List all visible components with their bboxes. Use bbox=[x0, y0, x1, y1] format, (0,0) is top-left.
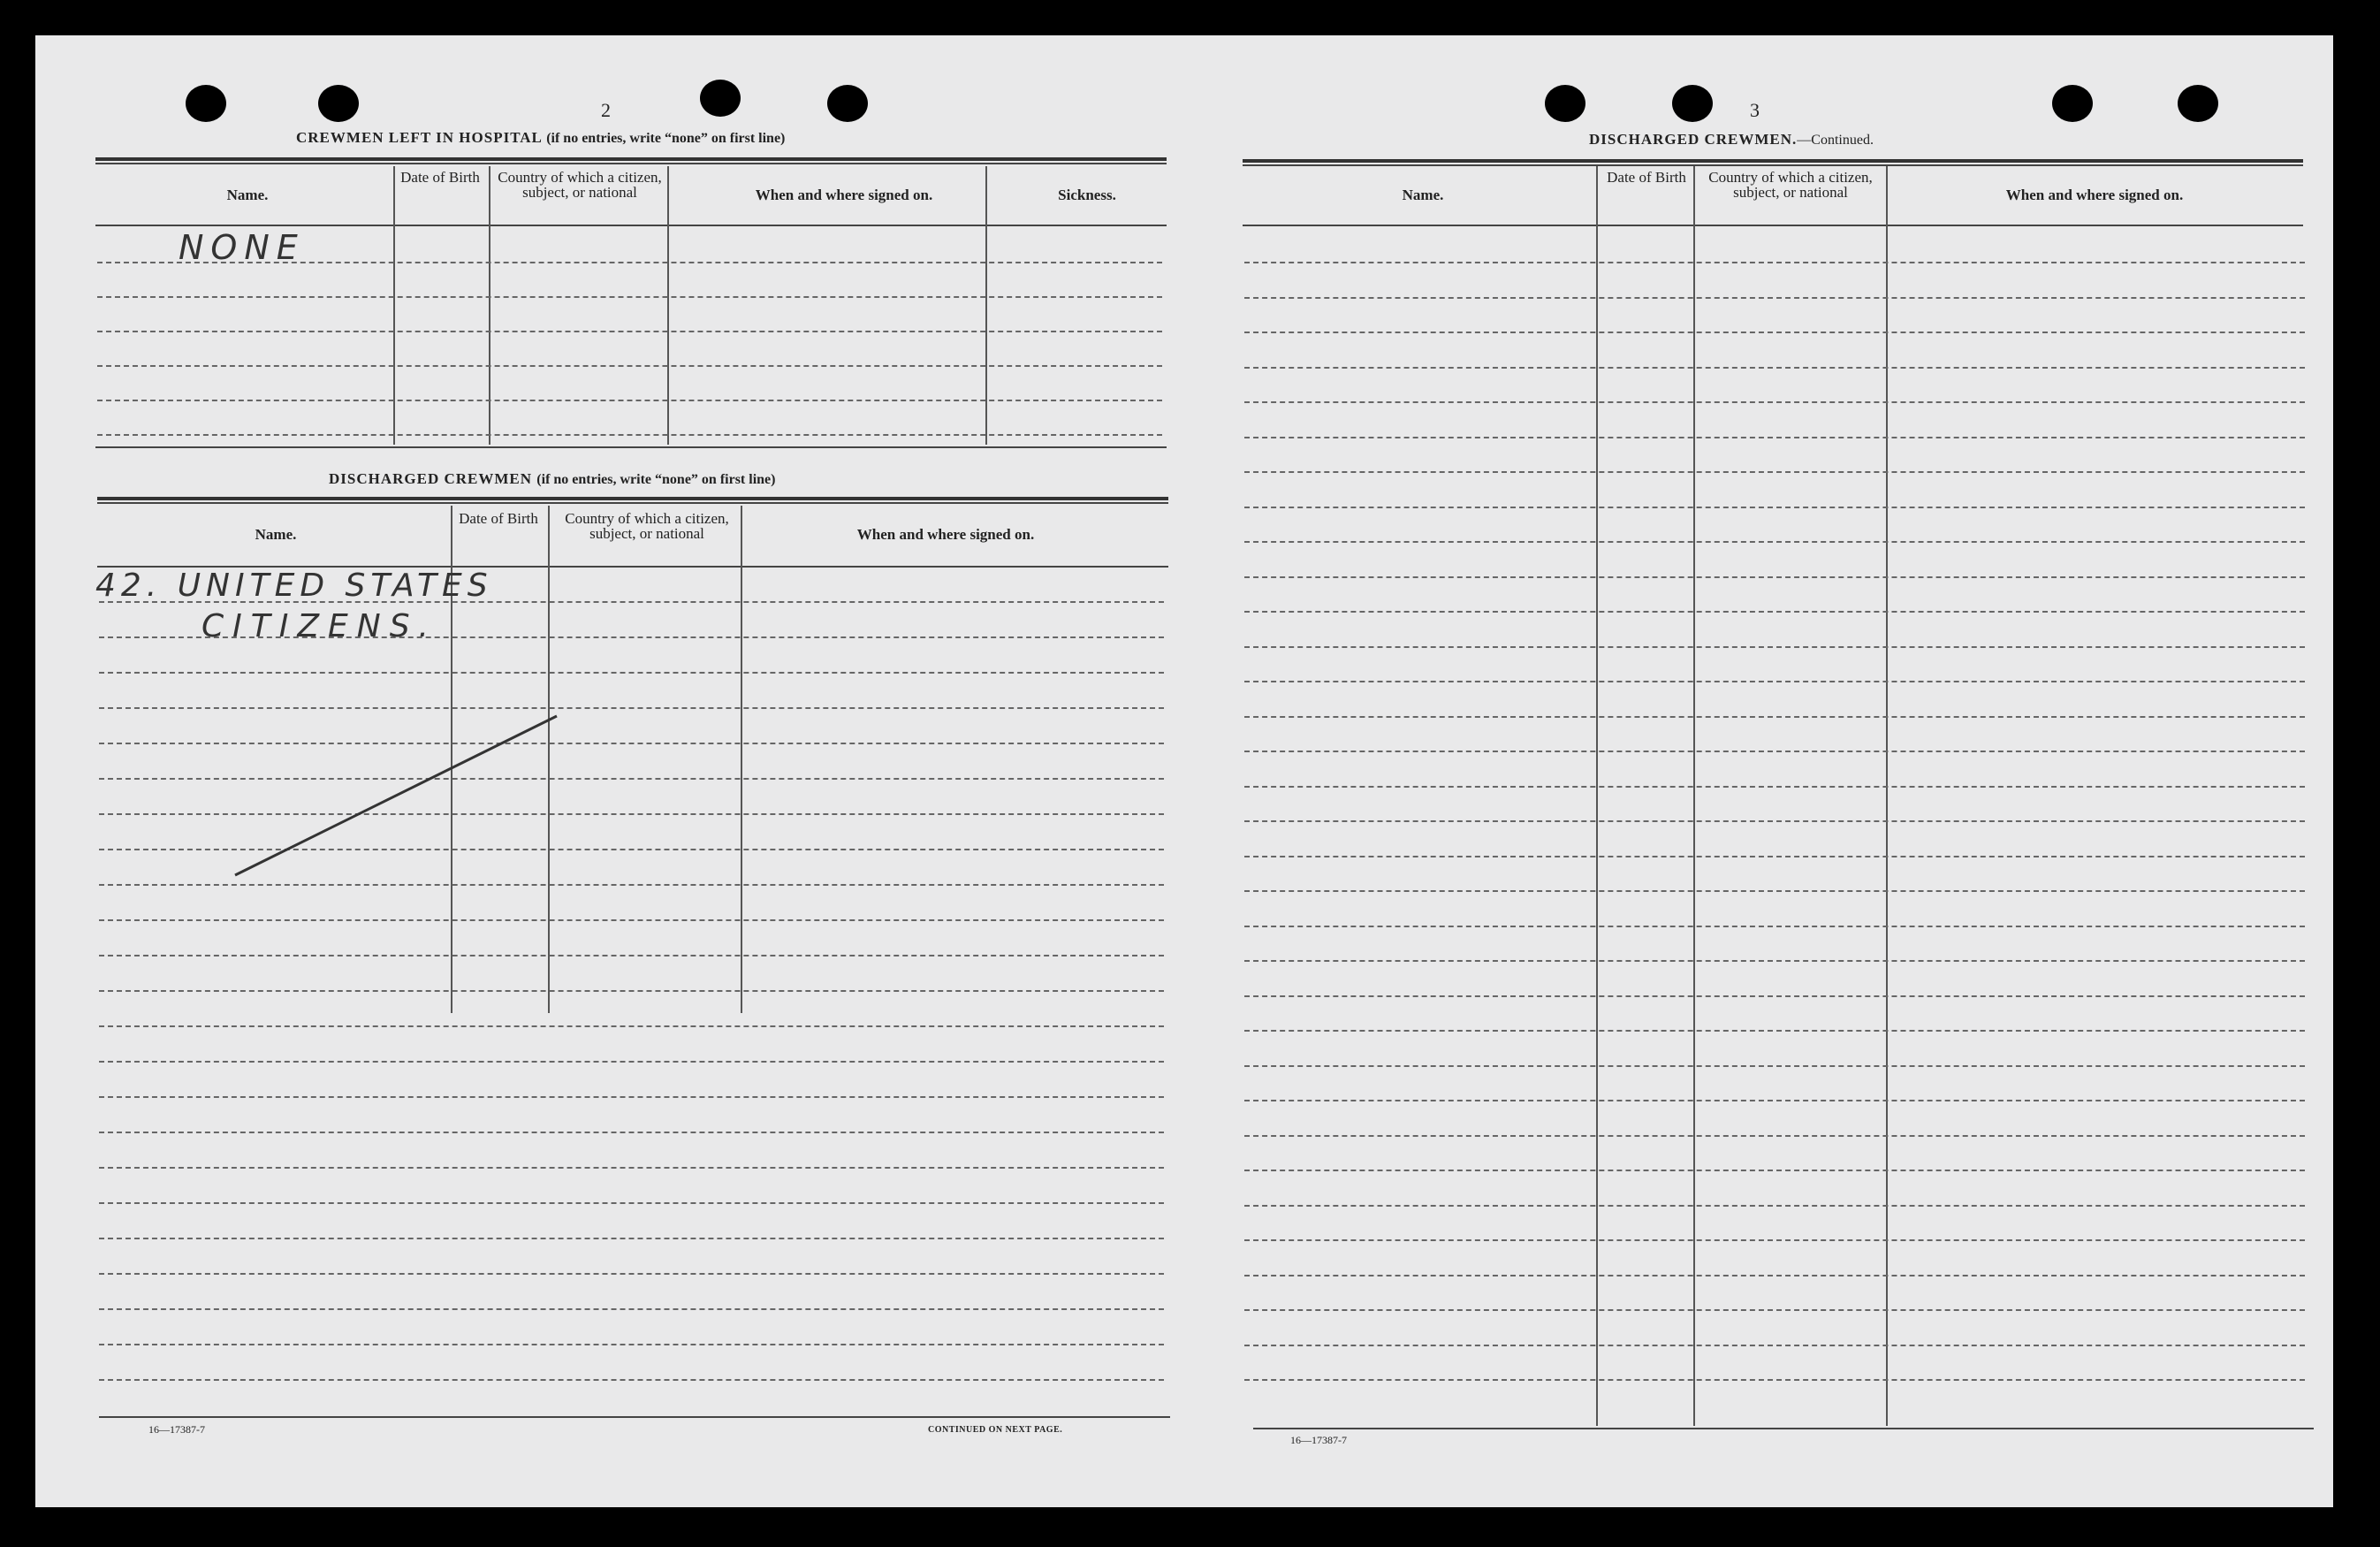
discharged-col-country: Country of which a citizen, subject, or national bbox=[565, 510, 729, 542]
ruled-row-line bbox=[1244, 297, 2305, 299]
right-bottom-rule bbox=[1253, 1428, 2314, 1429]
right-col-dob: Date of Birth bbox=[1607, 169, 1686, 186]
right-title-suffix: —Continued. bbox=[1797, 133, 1874, 148]
ruled-row-line bbox=[1244, 820, 2305, 822]
ruled-row-line bbox=[1244, 611, 2305, 613]
ruled-row-line bbox=[1244, 681, 2305, 682]
hospital-col-sickness: Sickness. bbox=[1058, 187, 1116, 203]
ruled-row-line bbox=[1244, 716, 2305, 718]
ruled-row-line bbox=[1244, 262, 2305, 263]
hospital-col-country: Country of which a citizen, subject, or national bbox=[498, 169, 662, 201]
ruled-row-line bbox=[1244, 1030, 2305, 1032]
ruled-row-line bbox=[1244, 576, 2305, 578]
hospital-title-text: CREWMEN LEFT IN HOSPITAL bbox=[296, 129, 542, 146]
discharged-instruction: (if no entries, write “none” on first line) bbox=[536, 472, 776, 487]
document-paper bbox=[35, 35, 2333, 1507]
ruled-row-line bbox=[1244, 1135, 2305, 1137]
ruled-row-line bbox=[1244, 1345, 2305, 1346]
continued-note: CONTINUED ON NEXT PAGE. bbox=[928, 1425, 1063, 1435]
hospital-col-dob: Date of Birth bbox=[400, 169, 480, 186]
ruled-row-line bbox=[1244, 926, 2305, 927]
right-top-rule-2 bbox=[1243, 164, 2303, 166]
discharged-title-text: DISCHARGED CREWMEN bbox=[329, 470, 533, 487]
handwritten-citizens: CITIZENS. bbox=[202, 608, 437, 644]
discharged-col-dob: Date of Birth bbox=[459, 510, 538, 527]
right-col-divider bbox=[1886, 166, 1888, 1426]
handwritten-none: NONE bbox=[179, 228, 305, 267]
ruled-row-line bbox=[1244, 332, 2305, 333]
right-form-number: 16—17387-7 bbox=[1290, 1434, 1347, 1446]
ruled-row-line bbox=[1244, 646, 2305, 648]
ruled-row-line bbox=[1244, 856, 2305, 857]
right-col-name: Name. bbox=[1402, 187, 1444, 203]
right-title-text: DISCHARGED CREWMEN. bbox=[1589, 131, 1798, 148]
right-col-country: Country of which a citizen, subject, or national bbox=[1708, 169, 1873, 201]
handwritten-strike-line bbox=[35, 35, 2333, 1507]
ruled-row-line bbox=[1244, 437, 2305, 438]
ruled-row-line bbox=[1244, 1100, 2305, 1101]
ruled-row-line bbox=[1244, 890, 2305, 892]
ruled-row-line bbox=[1244, 1309, 2305, 1311]
ruled-row-line bbox=[1244, 1205, 2305, 1207]
right-section-title bbox=[1589, 131, 1874, 149]
right-col-signed: When and where signed on. bbox=[2005, 187, 2184, 203]
left-page-number: 2 bbox=[601, 99, 611, 121]
ruled-row-line bbox=[1244, 367, 2305, 369]
ruled-row-line bbox=[1244, 1170, 2305, 1171]
ruled-row-line bbox=[1244, 401, 2305, 403]
right-page-number: 3 bbox=[1750, 99, 1760, 121]
hospital-col-name: Name. bbox=[226, 187, 269, 203]
ruled-row-line bbox=[1244, 1275, 2305, 1276]
hospital-col-signed: When and where signed on. bbox=[755, 187, 933, 203]
ruled-row-line bbox=[1244, 1239, 2305, 1241]
right-top-rule bbox=[1243, 159, 2303, 163]
discharged-col-signed: When and where signed on. bbox=[856, 526, 1035, 543]
ruled-row-line bbox=[1244, 751, 2305, 752]
right-col-divider bbox=[1693, 166, 1695, 1426]
discharged-col-name: Name. bbox=[255, 526, 297, 543]
ruled-row-line bbox=[1244, 786, 2305, 788]
hospital-instruction: (if no entries, write “none” on first line) bbox=[546, 131, 786, 146]
ruled-row-line bbox=[1244, 471, 2305, 473]
ruled-row-line bbox=[1244, 1065, 2305, 1067]
ruled-row-line bbox=[1244, 507, 2305, 508]
ruled-row-line bbox=[1244, 995, 2305, 997]
ruled-row-line bbox=[1244, 1379, 2305, 1381]
left-form-number: 16—17387-7 bbox=[148, 1423, 205, 1436]
right-header-rule bbox=[1243, 225, 2303, 226]
ruled-row-line bbox=[1244, 541, 2305, 543]
right-col-divider bbox=[1596, 166, 1598, 1426]
handwritten-united-states: 42. UNITED STATES bbox=[95, 568, 493, 604]
ruled-row-line bbox=[1244, 960, 2305, 962]
